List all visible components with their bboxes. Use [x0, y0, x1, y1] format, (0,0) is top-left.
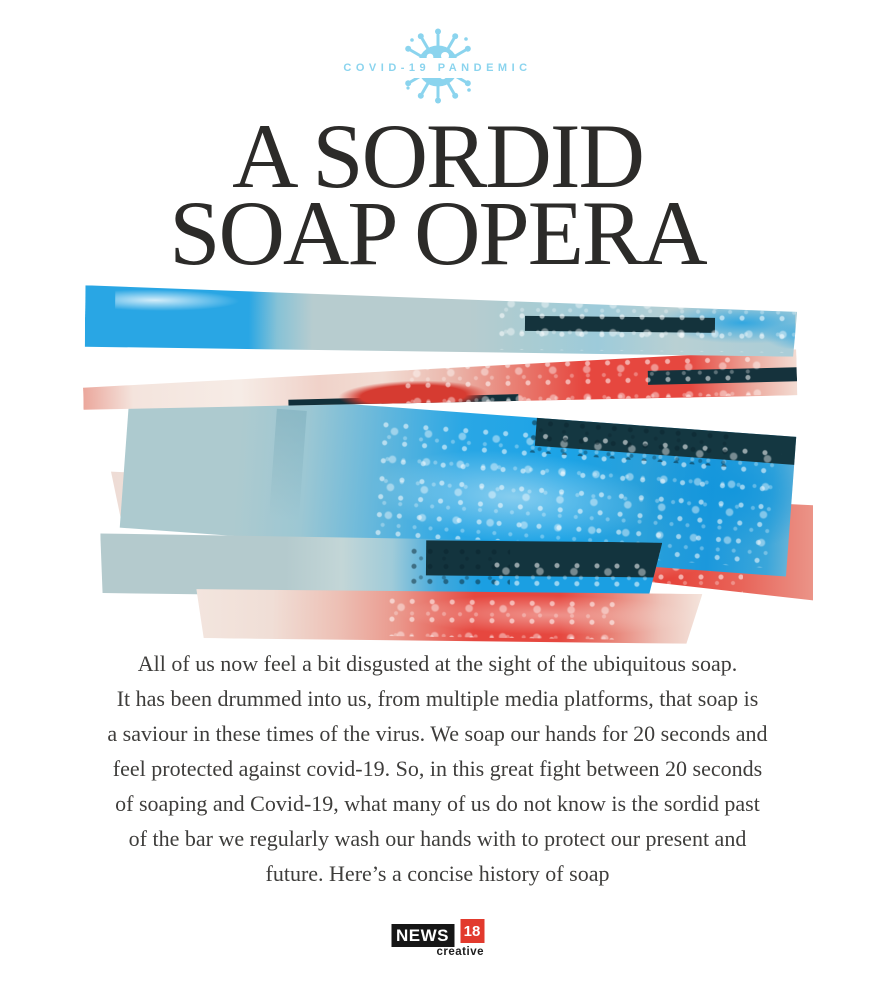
- foam-texture: [388, 597, 616, 640]
- foam-texture: [404, 355, 762, 404]
- logo-news: NEWS: [391, 924, 454, 947]
- intro-paragraph: [0, 646, 875, 891]
- collage-strip-2: [82, 349, 797, 416]
- collage-strip-6: [196, 586, 703, 646]
- covid-badge: [0, 24, 875, 112]
- title-line1: A SORDID: [232, 105, 643, 207]
- logo-creative: creative: [436, 946, 484, 958]
- speck-texture: [527, 417, 729, 467]
- intro-line: a saviour in these times of the virus. We soap our hands for 20 seconds and: [107, 721, 768, 746]
- intro-line: of the bar we regularly wash our hands with to protect our present and: [128, 826, 747, 851]
- badge-label: COVID-19 PANDEMIC: [334, 58, 540, 78]
- foam-texture: [493, 561, 651, 598]
- collage-strip-5: [100, 532, 663, 601]
- page-title: [0, 105, 875, 284]
- intro-line: of soaping and Covid-19, what many of us do not know is the sordid past: [115, 791, 760, 816]
- intro-line: future. Here’s a concise history of soap: [265, 861, 610, 886]
- news18-logo: [391, 919, 484, 967]
- intro-line: It has been drummed into us, from multiple media platforms, that soap is: [116, 686, 759, 711]
- intro-line: feel protected against covid-19. So, in this great fight between 20 seconds: [112, 756, 763, 781]
- collage-strip-1: [85, 285, 798, 356]
- logo-18-badge: 18: [460, 919, 484, 943]
- intro-line: All of us now feel a bit disgusted at the sight of the ubiquitous soap.: [137, 651, 738, 676]
- speck-texture: [409, 546, 510, 585]
- foam-texture: [498, 293, 798, 352]
- title-line2: SOAP OPERA: [169, 182, 706, 284]
- handwashing-collage: [75, 282, 815, 652]
